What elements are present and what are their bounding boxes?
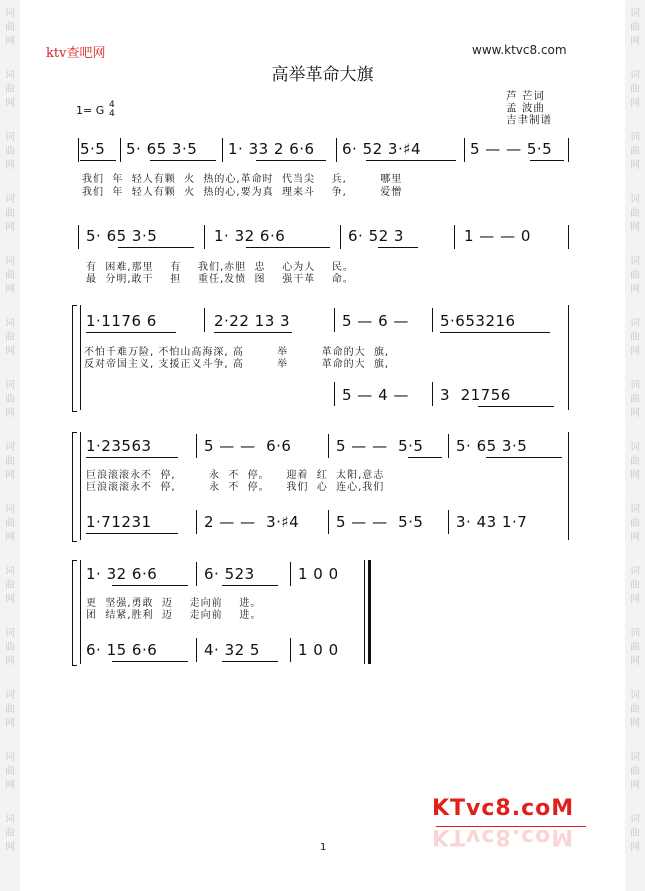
watermark-char: 曲 — [5, 22, 15, 33]
barline — [334, 308, 335, 332]
row1-measure4: 6· 52 3·♯4 — [342, 140, 422, 158]
row4-measure1: 5 — 4 — — [342, 386, 409, 404]
row3-lyric-verse2: 反对帝国主义, 支援正义斗争, 高 举 革命的大 旗, — [84, 359, 390, 370]
watermark-char: 网 — [630, 718, 640, 729]
watermark-char: 网 — [5, 470, 15, 481]
watermark-char: 词 — [5, 752, 15, 763]
row5-measure3: 5 — — 5·5 — [336, 437, 424, 455]
watermark-char: 词 — [5, 504, 15, 515]
row5-measure1: 1·23563 — [86, 437, 152, 455]
row3-lyric-verse1: 不怕千难万险, 不怕山高海深, 高 举 革命的大 旗, — [84, 347, 390, 358]
watermark-char: 网 — [5, 408, 15, 419]
composer-credit: 孟 波曲 — [506, 102, 545, 114]
watermark-char: 网 — [5, 222, 15, 233]
beam-line — [378, 247, 418, 248]
barline — [78, 138, 79, 162]
beam-line — [118, 247, 194, 248]
song-title: 高举革命大旗 — [271, 65, 374, 85]
watermark-char: 网 — [630, 408, 640, 419]
watermark-char: 曲 — [5, 146, 15, 157]
site-url-link[interactable]: www.ktvc8.com — [472, 43, 567, 57]
watermark-char: 词 — [630, 70, 640, 81]
watermark-char: 词 — [5, 380, 15, 391]
watermark-char: 曲 — [5, 704, 15, 715]
watermark-char: 词 — [630, 628, 640, 639]
barline — [336, 138, 337, 162]
beam-line — [246, 247, 330, 248]
row7-lyric-verse1: 更 坚强,勇敢 迈 走向前 进。 — [86, 598, 262, 609]
watermark-char: 曲 — [630, 456, 640, 467]
row2-measure4: 1 — — 0 — [464, 227, 531, 245]
watermark-char: 网 — [630, 780, 640, 791]
barline — [196, 434, 197, 458]
watermark-char: 网 — [630, 470, 640, 481]
barline — [204, 308, 205, 332]
watermark-char: 网 — [5, 36, 15, 47]
row1-lyric-verse1: 我们 年 轻人有颗 火 热的心,革命时 代当尖 兵, 哪里 — [82, 174, 403, 185]
site-name-link[interactable]: ktv查吧网 — [46, 46, 106, 61]
watermark-char: 词 — [5, 132, 15, 143]
watermark-char: 网 — [5, 842, 15, 853]
beam-line — [80, 160, 116, 161]
barline — [328, 510, 329, 534]
barline — [340, 225, 341, 249]
barline — [78, 225, 79, 249]
watermark-char: 词 — [5, 814, 15, 825]
beam-line — [486, 457, 562, 458]
beam-line — [86, 533, 178, 534]
barline — [196, 510, 197, 534]
beam-line — [478, 406, 554, 407]
final-barline — [364, 560, 365, 664]
row6-measure1: 1·71231 — [86, 513, 152, 531]
time-signature-top: 4 — [109, 100, 115, 110]
row6-measure4: 3· 43 1·7 — [456, 513, 528, 531]
arranger-credit: 吉聿制谱 — [506, 114, 552, 126]
watermark-char: 词 — [630, 814, 640, 825]
system-barline — [568, 305, 569, 410]
watermark-char: 曲 — [630, 146, 640, 157]
watermark-char: 曲 — [5, 270, 15, 281]
ktvc8-logo-reflection: KTvc8.coM — [432, 824, 575, 849]
watermark-char: 词 — [5, 628, 15, 639]
watermark-char: 曲 — [5, 84, 15, 95]
watermark-char: 网 — [630, 532, 640, 543]
system-brace — [72, 560, 77, 666]
watermark-char: 词 — [5, 566, 15, 577]
time-signature — [109, 101, 115, 119]
row5-measure2: 5 — — 6·6 — [204, 437, 292, 455]
barline — [432, 308, 433, 332]
barline — [196, 562, 197, 586]
watermark-char: 网 — [630, 842, 640, 853]
row1-measure2: 5· 65 3·5 — [126, 140, 198, 158]
watermark-char: 网 — [630, 656, 640, 667]
barline — [448, 510, 449, 534]
watermark-char: 网 — [630, 222, 640, 233]
beam-line — [86, 332, 176, 333]
watermark-char: 词 — [5, 70, 15, 81]
row5-lyric-verse2: 巨浪滚滚永不 停, 永 不 停。 我们 心 连心,我们 — [86, 482, 385, 493]
row1-lyric-verse2: 我们 年 轻人有颗 火 热的心,要为真 理来斗 争, 爱憎 — [82, 187, 403, 198]
watermark-char: 网 — [630, 594, 640, 605]
watermark-char: 词 — [630, 566, 640, 577]
barline — [448, 434, 449, 458]
watermark-char: 曲 — [630, 84, 640, 95]
row8-measure3: 1 0 0 — [298, 641, 339, 659]
row8-measure2: 4· 32 5 — [204, 641, 260, 659]
system-brace — [72, 305, 77, 412]
key-signature: 1= G — [76, 104, 105, 117]
ktvc8-logo[interactable]: KTvc8.coM — [432, 796, 575, 821]
watermark-char: 曲 — [630, 332, 640, 343]
row5-measure4: 5· 65 3·5 — [456, 437, 528, 455]
row6-measure2: 2 — — 3·♯4 — [204, 513, 300, 531]
system-barline — [80, 432, 81, 540]
watermark-char: 网 — [5, 780, 15, 791]
row1-measure3: 1· 33 2 6·6 — [228, 140, 315, 158]
watermark-char: 曲 — [630, 22, 640, 33]
watermark-char: 曲 — [5, 518, 15, 529]
watermark-char: 曲 — [5, 394, 15, 405]
row7-lyric-verse2: 团 结紧,胜利 迈 走向前 进。 — [86, 610, 262, 621]
watermark-char: 曲 — [630, 518, 640, 529]
row2-measure1: 5· 65 3·5 — [86, 227, 158, 245]
watermark-char: 词 — [5, 318, 15, 329]
watermark-char: 曲 — [5, 642, 15, 653]
watermark-char: 曲 — [5, 456, 15, 467]
system-barline — [568, 432, 569, 540]
watermark-char: 曲 — [630, 394, 640, 405]
watermark-char: 网 — [630, 284, 640, 295]
watermark-char: 曲 — [630, 766, 640, 777]
beam-line — [408, 457, 442, 458]
watermark-char: 网 — [630, 160, 640, 171]
watermark-char: 网 — [5, 346, 15, 357]
barline — [204, 225, 205, 249]
barline — [196, 638, 197, 662]
row8-measure1: 6· 15 6·6 — [86, 641, 158, 659]
beam-line — [112, 661, 188, 662]
system-barline — [80, 305, 81, 410]
beam-line — [222, 661, 278, 662]
watermark-char: 曲 — [630, 270, 640, 281]
watermark-char: 网 — [5, 98, 15, 109]
barline — [334, 382, 335, 406]
row3-measure3: 5 — 6 — — [342, 312, 409, 330]
watermark-char: 曲 — [630, 828, 640, 839]
watermark-char: 曲 — [5, 766, 15, 777]
watermark-char: 网 — [5, 532, 15, 543]
beam-line — [366, 160, 456, 161]
watermark-char: 词 — [630, 442, 640, 453]
beam-line — [530, 160, 564, 161]
row2-lyric-verse2: 最 分明,敢干 担 重任,发愤 图 强干革 命。 — [86, 274, 354, 285]
watermark-char: 网 — [630, 98, 640, 109]
watermark-char: 网 — [5, 718, 15, 729]
watermark-char: 网 — [630, 36, 640, 47]
row2-measure3: 6· 52 3 — [348, 227, 404, 245]
barline — [328, 434, 329, 458]
row2-lyric-verse1: 有 困难,那里 有 我们,赤胆 忠 心为人 民。 — [86, 262, 354, 273]
watermark-char: 曲 — [630, 208, 640, 219]
row3-measure2: 2·22 13 3 — [214, 312, 291, 330]
system-brace — [72, 432, 77, 542]
watermark-char: 词 — [630, 132, 640, 143]
watermark-char: 词 — [5, 8, 15, 19]
page-number: 1 — [320, 842, 327, 853]
row1-measure1: 5·5 — [80, 140, 106, 158]
beam-line — [150, 160, 216, 161]
watermark-char: 网 — [5, 284, 15, 295]
barline — [222, 138, 223, 162]
row4-measure2: 3 21756 — [440, 386, 511, 404]
row5-lyric-verse1: 巨浪滚滚永不 停, 永 不 停。 迎着 红 太阳,意志 — [86, 470, 385, 481]
system-barline — [80, 560, 81, 664]
watermark-char: 曲 — [630, 642, 640, 653]
final-barline-thick — [368, 560, 371, 664]
watermark-char: 词 — [630, 380, 640, 391]
watermark-char: 网 — [5, 656, 15, 667]
watermark-char: 网 — [5, 594, 15, 605]
barline — [568, 225, 569, 249]
row3-measure4: 5·653216 — [440, 312, 516, 330]
barline — [290, 638, 291, 662]
row2-measure2: 1· 32 6·6 — [214, 227, 286, 245]
beam-line — [256, 160, 326, 161]
barline — [464, 138, 465, 162]
watermark-char: 词 — [5, 690, 15, 701]
watermark-char: 词 — [630, 318, 640, 329]
barline — [290, 562, 291, 586]
row1-measure5: 5 — — 5·5 — [470, 140, 553, 158]
watermark-char: 曲 — [630, 580, 640, 591]
row3-measure1: 1·1176 6 — [86, 312, 157, 330]
lyricist-credit: 芦 芒词 — [506, 90, 545, 102]
watermark-char: 词 — [630, 504, 640, 515]
time-signature-bottom: 4 — [109, 109, 115, 119]
barline — [432, 382, 433, 406]
watermark-char: 曲 — [5, 580, 15, 591]
watermark-char: 词 — [5, 194, 15, 205]
watermark-char: 词 — [630, 256, 640, 267]
watermark-char: 曲 — [5, 208, 15, 219]
beam-line — [440, 332, 550, 333]
watermark-char: 网 — [5, 160, 15, 171]
beam-line — [86, 457, 178, 458]
row7-measure2: 6· 523 — [204, 565, 255, 583]
barline — [568, 138, 569, 162]
barline — [120, 138, 121, 162]
row7-measure1: 1· 32 6·6 — [86, 565, 158, 583]
watermark-char: 词 — [630, 690, 640, 701]
beam-line — [112, 585, 188, 586]
row6-measure3: 5 — — 5·5 — [336, 513, 424, 531]
row7-measure3: 1 0 0 — [298, 565, 339, 583]
beam-line — [222, 585, 278, 586]
watermark-char: 词 — [630, 194, 640, 205]
watermark-char: 词 — [630, 752, 640, 763]
watermark-char: 曲 — [630, 704, 640, 715]
watermark-char: 词 — [630, 8, 640, 19]
watermark-char: 曲 — [5, 332, 15, 343]
watermark-char: 词 — [5, 442, 15, 453]
watermark-char: 词 — [5, 256, 15, 267]
beam-line — [214, 332, 292, 333]
watermark-char: 网 — [630, 346, 640, 357]
barline — [454, 225, 455, 249]
watermark-char: 曲 — [5, 828, 15, 839]
